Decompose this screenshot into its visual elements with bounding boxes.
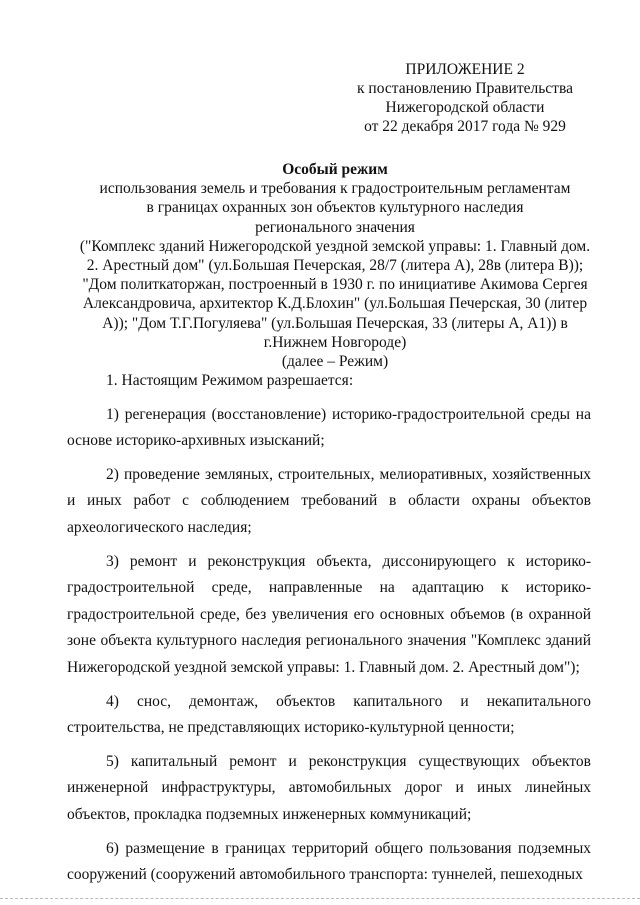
title-line: А)); "Дом Т.Г.Погуляева" (ул.Большая Печерская, 33 (литеры А, А1)) в bbox=[102, 314, 568, 332]
appendix-header bbox=[340, 60, 590, 136]
appendix-number: ПРИЛОЖЕНИЕ 2 bbox=[405, 61, 525, 78]
document-body bbox=[67, 368, 591, 889]
paragraph-item-3: 3) ремонт и реконструкция объекта, диссонирующего к историко-градостроительной среде, направленные на адаптацию к историко-градостроительной среде, без увеличения его основных объемов (в охранной зоне объекта культурного наследия регионального значения "Комплекс зданий Нижегородской уездной земской управы: 1. Главный дом. 2. Арестный дом"); bbox=[67, 552, 591, 676]
paragraph-item-4: 4) снос, демонтаж, объектов капитального и некапитального строительства, не представляющих историко-культурной ценности; bbox=[67, 692, 591, 737]
paragraph-intro: 1. Настоящим Режимом разрешается: bbox=[106, 372, 354, 389]
title-line: ("Комплекс зданий Нижегородской уездной земской управы: 1. Главный дом. bbox=[79, 237, 591, 255]
title-line: г.Нижнем Новгороде) bbox=[263, 333, 407, 351]
paragraph-item-2: 2) проведение земляных, строительных, мелиоративных, хозяйственных и иных работ с соблюдением требований в области охраны объектов археологического наследия; bbox=[67, 465, 591, 536]
title-line: (далее – Режим) bbox=[281, 353, 389, 371]
title-heading: Особый режим bbox=[282, 161, 388, 178]
title-line: в границах охранных зон объектов культурного наследия bbox=[146, 199, 524, 217]
title-line: использования земель и требования к градостроительным регламентам bbox=[99, 180, 571, 198]
appendix-reference: к постановлению Правительства bbox=[357, 80, 573, 97]
title-line: регионального значения bbox=[255, 218, 415, 236]
paragraph-item-6: 6) размещение в границах территорий общего пользования подземных сооружений (сооружений автомобильного транспорта: туннелей, пешеходных bbox=[67, 839, 591, 884]
appendix-date: от 22 декабря 2017 года № 929 bbox=[364, 118, 566, 135]
title-line: Александровича, архитектор К.Д.Блохин" (ул.Большая Печерская, 30 (литер bbox=[82, 295, 588, 313]
page-bottom-edge bbox=[0, 898, 640, 901]
title-line: "Дом политкаторжан, построенный в 1930 г. по инициативе Акимова Сергея bbox=[82, 276, 588, 294]
title-line: 2. Арестный дом" (ул.Большая Печерская, 28/7 (литера А), 28в (литера В)); bbox=[86, 257, 584, 275]
document-title bbox=[50, 160, 620, 371]
paragraph-item-5: 5) капитальный ремонт и реконструкция существующих объектов инженерной инфраструктуры, автомобильных дорог и иных линейных объектов, прокладка подземных инженерных коммуникаций; bbox=[67, 752, 591, 823]
appendix-region: Нижегородской области bbox=[385, 99, 545, 116]
paragraph-item-1: 1) регенерация (восстановление) историко-градостроительной среды на основе историко-архивных изысканий; bbox=[67, 405, 591, 450]
